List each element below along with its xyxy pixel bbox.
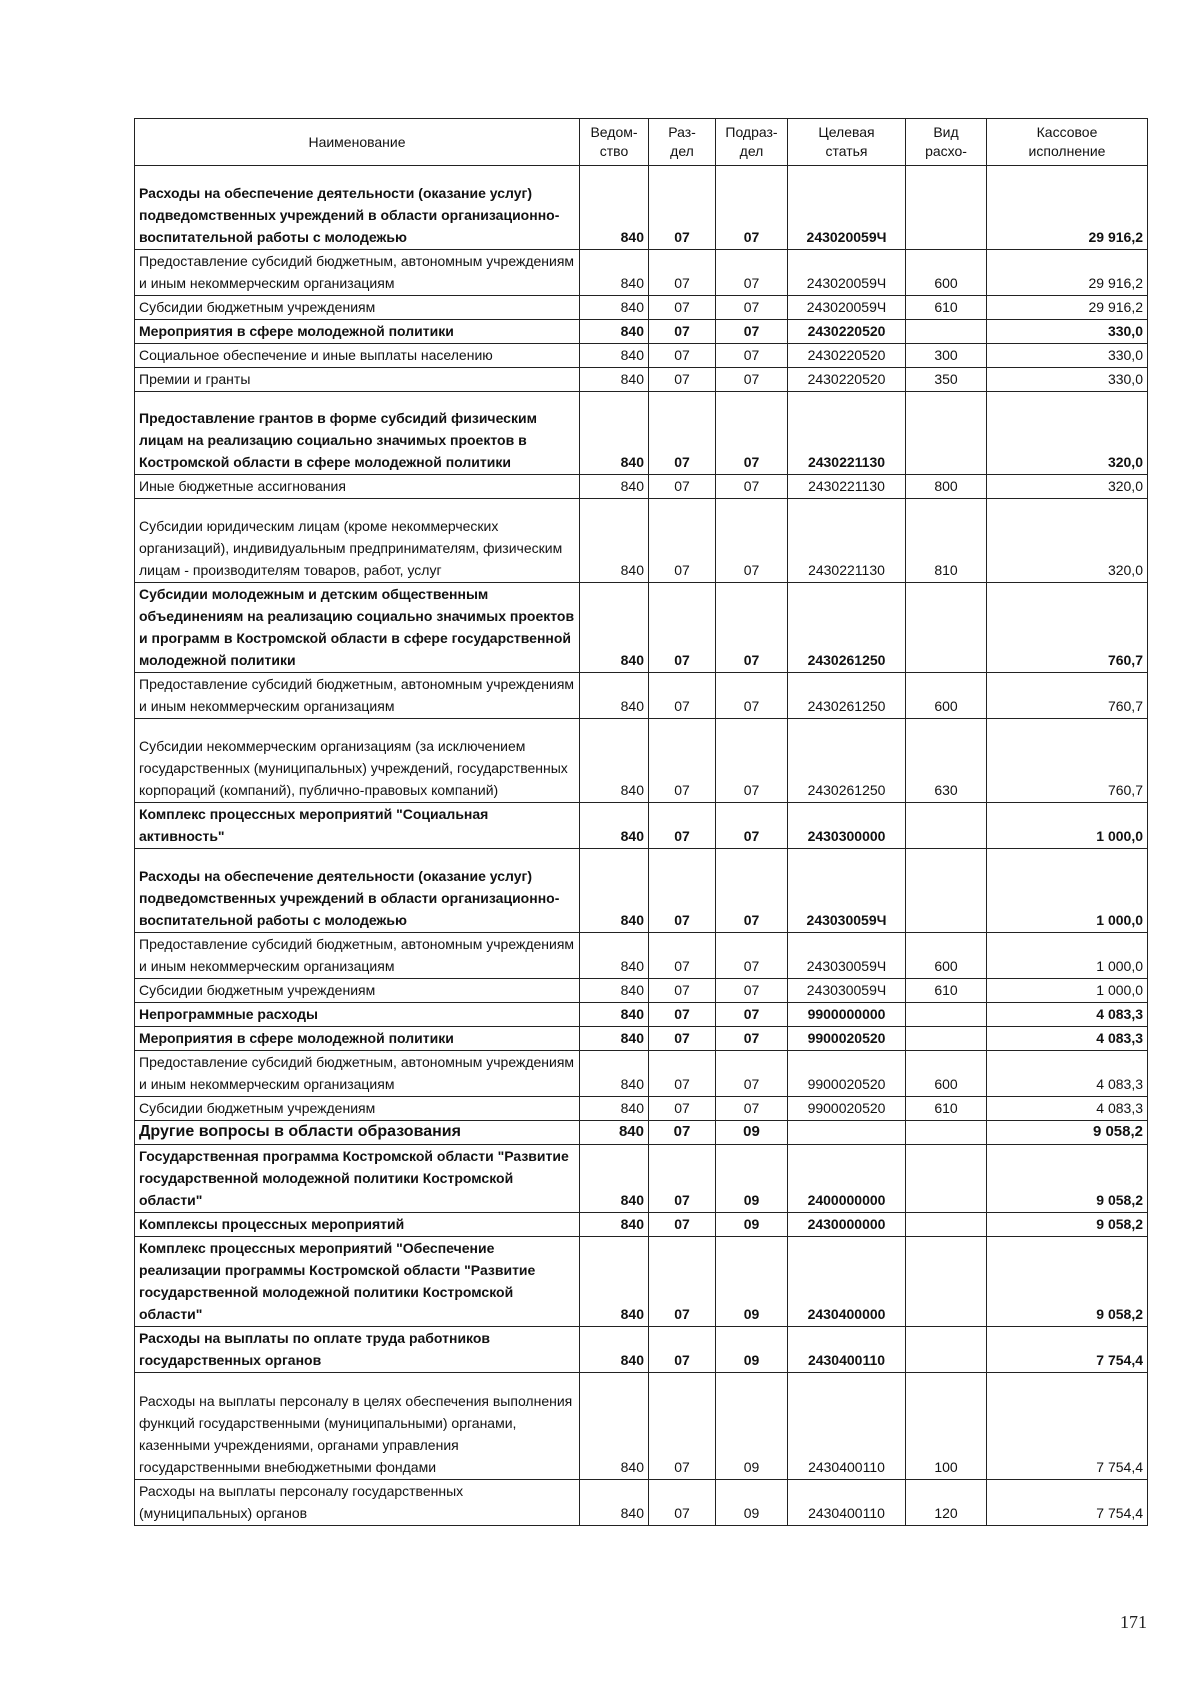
cell-razdel: 07 (649, 320, 716, 344)
cell-razdel: 07 (649, 583, 716, 673)
cell-celevaya-statya: 2430261250 (788, 719, 906, 803)
cell-razdel: 07 (649, 1213, 716, 1237)
cell-kassovoe-ispolnenie: 29 916,2 (987, 166, 1148, 250)
cell-celevaya-statya: 243020059Ч (788, 166, 906, 250)
cell-name: Предоставление субсидий бюджетным, автономным учреждениям и иным некоммерческим организациям (135, 673, 580, 719)
cell-kassovoe-ispolnenie: 330,0 (987, 344, 1148, 368)
cell-celevaya-statya: 2430220520 (788, 344, 906, 368)
cell-razdel: 07 (649, 1480, 716, 1526)
cell-kassovoe-ispolnenie: 4 083,3 (987, 1003, 1148, 1027)
cell-vid-raskhodov: 630 (906, 719, 987, 803)
cell-celevaya-statya: 2430400000 (788, 1237, 906, 1327)
cell-vedomstvo: 840 (580, 320, 649, 344)
cell-celevaya-statya: 2400000000 (788, 1145, 906, 1213)
cell-razdel: 07 (649, 979, 716, 1003)
cell-name: Комплексы процессных мероприятий (135, 1213, 580, 1237)
cell-podrazdel: 09 (716, 1213, 788, 1237)
cell-podrazdel: 07 (716, 583, 788, 673)
cell-podrazdel: 09 (716, 1480, 788, 1526)
cell-name: Расходы на выплаты по оплате труда работников государственных органов (135, 1327, 580, 1373)
cell-razdel: 07 (649, 1121, 716, 1145)
header-razdel: Раз- дел (649, 119, 716, 166)
cell-vid-raskhodov (906, 392, 987, 475)
cell-kassovoe-ispolnenie: 4 083,3 (987, 1027, 1148, 1051)
cell-vedomstvo: 840 (580, 1327, 649, 1373)
cell-podrazdel: 07 (716, 719, 788, 803)
cell-kassovoe-ispolnenie: 320,0 (987, 475, 1148, 499)
cell-podrazdel: 07 (716, 344, 788, 368)
table-row (135, 1480, 1148, 1526)
cell-vedomstvo: 840 (580, 250, 649, 296)
cell-podrazdel: 07 (716, 673, 788, 719)
cell-celevaya-statya: 2430221130 (788, 499, 906, 583)
cell-vedomstvo: 840 (580, 849, 649, 933)
table-row (135, 344, 1148, 368)
cell-celevaya-statya: 2430261250 (788, 583, 906, 673)
cell-vid-raskhodov (906, 849, 987, 933)
cell-name: Комплекс процессных мероприятий "Социальная активность" (135, 803, 580, 849)
cell-razdel: 07 (649, 344, 716, 368)
table-row (135, 250, 1148, 296)
cell-podrazdel: 07 (716, 166, 788, 250)
cell-celevaya-statya: 2430220520 (788, 320, 906, 344)
cell-celevaya-statya: 9900020520 (788, 1097, 906, 1121)
cell-kassovoe-ispolnenie: 29 916,2 (987, 250, 1148, 296)
cell-podrazdel: 07 (716, 392, 788, 475)
cell-vid-raskhodov: 120 (906, 1480, 987, 1526)
cell-vedomstvo: 840 (580, 1373, 649, 1480)
cell-name: Предоставление грантов в форме субсидий физическим лицам на реализацию социально значимых проектов в Костромской области в сфере молодежной политики (135, 392, 580, 475)
header-kassovoe-ispolnenie: Кассовое исполнение (987, 119, 1148, 166)
cell-vedomstvo: 840 (580, 1051, 649, 1097)
table-row (135, 583, 1148, 673)
cell-vedomstvo: 840 (580, 166, 649, 250)
cell-kassovoe-ispolnenie: 7 754,4 (987, 1327, 1148, 1373)
cell-name: Расходы на обеспечение деятельности (оказание услуг) подведомственных учреждений в области организационно-воспитательной работы с молодежью (135, 849, 580, 933)
cell-kassovoe-ispolnenie: 760,7 (987, 583, 1148, 673)
cell-vid-raskhodov (906, 1003, 987, 1027)
cell-vid-raskhodov: 610 (906, 1097, 987, 1121)
cell-podrazdel: 07 (716, 1097, 788, 1121)
table-row (135, 499, 1148, 583)
cell-podrazdel: 09 (716, 1145, 788, 1213)
cell-kassovoe-ispolnenie: 9 058,2 (987, 1121, 1148, 1145)
cell-name: Субсидии бюджетным учреждениям (135, 979, 580, 1003)
cell-kassovoe-ispolnenie: 1 000,0 (987, 803, 1148, 849)
table-row (135, 368, 1148, 392)
cell-name: Субсидии юридическим лицам (кроме некоммерческих организаций), индивидуальным предпринимателям, физическим лицам - производителям товаров, работ, услуг (135, 499, 580, 583)
table-row (135, 392, 1148, 475)
cell-celevaya-statya: 2430400110 (788, 1373, 906, 1480)
cell-kassovoe-ispolnenie: 320,0 (987, 499, 1148, 583)
cell-celevaya-statya: 2430221130 (788, 475, 906, 499)
cell-razdel: 07 (649, 1051, 716, 1097)
cell-podrazdel: 09 (716, 1237, 788, 1327)
cell-name: Субсидии некоммерческим организациям (за исключением государственных (муниципальных) учреждений, государственных корпораций (компаний), публично-правовых компаний) (135, 719, 580, 803)
cell-celevaya-statya: 2430400110 (788, 1480, 906, 1526)
table-row (135, 475, 1148, 499)
cell-podrazdel: 07 (716, 1027, 788, 1051)
cell-vedomstvo: 840 (580, 673, 649, 719)
cell-razdel: 07 (649, 1145, 716, 1213)
table-row (135, 1121, 1148, 1145)
table-row (135, 803, 1148, 849)
cell-vid-raskhodov: 800 (906, 475, 987, 499)
cell-name: Мероприятия в сфере молодежной политики (135, 1027, 580, 1051)
header-celevaya-statya: Целевая статья (788, 119, 906, 166)
cell-vedomstvo: 840 (580, 719, 649, 803)
cell-vid-raskhodov: 600 (906, 673, 987, 719)
cell-vedomstvo: 840 (580, 296, 649, 320)
cell-razdel: 07 (649, 250, 716, 296)
cell-podrazdel: 07 (716, 499, 788, 583)
cell-celevaya-statya: 243030059Ч (788, 933, 906, 979)
cell-razdel: 07 (649, 933, 716, 979)
cell-podrazdel: 07 (716, 250, 788, 296)
table-row (135, 166, 1148, 250)
cell-vedomstvo: 840 (580, 368, 649, 392)
cell-name: Субсидии бюджетным учреждениям (135, 296, 580, 320)
cell-razdel: 07 (649, 719, 716, 803)
table-row (135, 1237, 1148, 1327)
cell-vid-raskhodov: 300 (906, 344, 987, 368)
cell-vid-raskhodov: 810 (906, 499, 987, 583)
table-row (135, 1145, 1148, 1213)
cell-vid-raskhodov (906, 1121, 987, 1145)
cell-name: Предоставление субсидий бюджетным, автономным учреждениям и иным некоммерческим организациям (135, 250, 580, 296)
cell-kassovoe-ispolnenie: 4 083,3 (987, 1051, 1148, 1097)
cell-razdel: 07 (649, 849, 716, 933)
cell-kassovoe-ispolnenie: 7 754,4 (987, 1373, 1148, 1480)
cell-podrazdel: 07 (716, 475, 788, 499)
cell-celevaya-statya: 2430000000 (788, 1213, 906, 1237)
cell-razdel: 07 (649, 1237, 716, 1327)
table-row (135, 719, 1148, 803)
table-row (135, 1373, 1148, 1480)
table-row (135, 1027, 1148, 1051)
cell-razdel: 07 (649, 392, 716, 475)
cell-podrazdel: 07 (716, 849, 788, 933)
cell-podrazdel: 07 (716, 933, 788, 979)
cell-name: Государственная программа Костромской области "Развитие государственной молодежной политики Костромской области" (135, 1145, 580, 1213)
cell-vid-raskhodov: 100 (906, 1373, 987, 1480)
cell-vid-raskhodov: 600 (906, 250, 987, 296)
table-body (135, 166, 1148, 1526)
cell-podrazdel: 09 (716, 1327, 788, 1373)
cell-celevaya-statya: 9900020520 (788, 1051, 906, 1097)
cell-razdel: 07 (649, 166, 716, 250)
cell-podrazdel: 07 (716, 803, 788, 849)
cell-name: Предоставление субсидий бюджетным, автономным учреждениям и иным некоммерческим организациям (135, 1051, 580, 1097)
cell-razdel: 07 (649, 475, 716, 499)
cell-kassovoe-ispolnenie: 330,0 (987, 320, 1148, 344)
cell-vedomstvo: 840 (580, 1003, 649, 1027)
table-row (135, 1097, 1148, 1121)
cell-podrazdel: 07 (716, 320, 788, 344)
cell-razdel: 07 (649, 1327, 716, 1373)
cell-name: Непрограммные расходы (135, 1003, 580, 1027)
cell-vedomstvo: 840 (580, 803, 649, 849)
table-row (135, 1327, 1148, 1373)
cell-celevaya-statya: 2430300000 (788, 803, 906, 849)
cell-vid-raskhodov: 610 (906, 979, 987, 1003)
cell-vedomstvo: 840 (580, 344, 649, 368)
cell-celevaya-statya (788, 1121, 906, 1145)
table-row (135, 673, 1148, 719)
cell-celevaya-statya: 9900020520 (788, 1027, 906, 1051)
cell-vid-raskhodov (906, 1027, 987, 1051)
cell-kassovoe-ispolnenie: 1 000,0 (987, 849, 1148, 933)
cell-name: Расходы на выплаты персоналу в целях обеспечения выполнения функций государственными (муниципальными) органами, казенными учреждениями, органами управления государственными внебюджетными фондами (135, 1373, 580, 1480)
cell-kassovoe-ispolnenie: 760,7 (987, 673, 1148, 719)
budget-execution-table (134, 118, 1148, 1526)
cell-name: Мероприятия в сфере молодежной политики (135, 320, 580, 344)
cell-kassovoe-ispolnenie: 760,7 (987, 719, 1148, 803)
cell-celevaya-statya: 243030059Ч (788, 979, 906, 1003)
cell-vid-raskhodov: 600 (906, 1051, 987, 1097)
cell-name: Предоставление субсидий бюджетным, автономным учреждениям и иным некоммерческим организациям (135, 933, 580, 979)
cell-kassovoe-ispolnenie: 7 754,4 (987, 1480, 1148, 1526)
cell-vid-raskhodov (906, 1145, 987, 1213)
cell-vedomstvo: 840 (580, 1097, 649, 1121)
cell-vid-raskhodov (906, 583, 987, 673)
cell-vedomstvo: 840 (580, 1213, 649, 1237)
cell-celevaya-statya: 2430221130 (788, 392, 906, 475)
cell-name: Социальное обеспечение и иные выплаты населению (135, 344, 580, 368)
cell-vedomstvo: 840 (580, 475, 649, 499)
cell-podrazdel: 07 (716, 1003, 788, 1027)
table-row (135, 1003, 1148, 1027)
cell-vedomstvo: 840 (580, 979, 649, 1003)
cell-name: Субсидии бюджетным учреждениям (135, 1097, 580, 1121)
cell-vedomstvo: 840 (580, 1027, 649, 1051)
cell-razdel: 07 (649, 1097, 716, 1121)
cell-razdel: 07 (649, 296, 716, 320)
cell-kassovoe-ispolnenie: 330,0 (987, 368, 1148, 392)
cell-kassovoe-ispolnenie: 320,0 (987, 392, 1148, 475)
cell-celevaya-statya: 2430261250 (788, 673, 906, 719)
cell-vid-raskhodov (906, 320, 987, 344)
cell-razdel: 07 (649, 803, 716, 849)
table-row (135, 979, 1148, 1003)
cell-kassovoe-ispolnenie: 9 058,2 (987, 1213, 1148, 1237)
header-podrazdel: Подраз- дел (716, 119, 788, 166)
cell-name: Премии и гранты (135, 368, 580, 392)
cell-vid-raskhodov: 600 (906, 933, 987, 979)
cell-razdel: 07 (649, 1373, 716, 1480)
cell-vedomstvo: 840 (580, 1145, 649, 1213)
cell-name: Расходы на выплаты персоналу государственных (муниципальных) органов (135, 1480, 580, 1526)
cell-vedomstvo: 840 (580, 933, 649, 979)
cell-kassovoe-ispolnenie: 1 000,0 (987, 933, 1148, 979)
cell-vid-raskhodov (906, 1213, 987, 1237)
cell-name: Субсидии молодежным и детским общественным объединениям на реализацию социально значимых проектов и программ в Костромской области в сфере государственной молодежной политики (135, 583, 580, 673)
cell-kassovoe-ispolnenie: 29 916,2 (987, 296, 1148, 320)
cell-celevaya-statya: 243030059Ч (788, 849, 906, 933)
table-row (135, 320, 1148, 344)
table-row (135, 1051, 1148, 1097)
cell-vid-raskhodov: 350 (906, 368, 987, 392)
cell-podrazdel: 07 (716, 979, 788, 1003)
cell-vedomstvo: 840 (580, 1237, 649, 1327)
cell-razdel: 07 (649, 673, 716, 719)
cell-kassovoe-ispolnenie: 9 058,2 (987, 1145, 1148, 1213)
header-name: Наименование (135, 119, 580, 166)
cell-razdel: 07 (649, 1027, 716, 1051)
cell-vid-raskhodov (906, 1237, 987, 1327)
cell-vedomstvo: 840 (580, 499, 649, 583)
table-row (135, 1213, 1148, 1237)
page-number: 171 (1120, 1612, 1147, 1632)
cell-vid-raskhodov (906, 803, 987, 849)
cell-podrazdel: 07 (716, 296, 788, 320)
cell-razdel: 07 (649, 499, 716, 583)
cell-celevaya-statya: 2430400110 (788, 1327, 906, 1373)
cell-podrazdel: 09 (716, 1121, 788, 1145)
cell-podrazdel: 07 (716, 1051, 788, 1097)
table-row (135, 849, 1148, 933)
cell-vid-raskhodov (906, 166, 987, 250)
cell-celevaya-statya: 9900000000 (788, 1003, 906, 1027)
cell-vid-raskhodov (906, 1327, 987, 1373)
cell-vedomstvo: 840 (580, 392, 649, 475)
header-vid-raskhodov: Вид расхо- (906, 119, 987, 166)
cell-name: Иные бюджетные ассигнования (135, 475, 580, 499)
cell-name: Другие вопросы в области образования (135, 1121, 580, 1145)
cell-celevaya-statya: 243020059Ч (788, 296, 906, 320)
table-row (135, 296, 1148, 320)
cell-name: Комплекс процессных мероприятий "Обеспечение реализации программы Костромской области "Развитие государственной молодежной политики Костромской области" (135, 1237, 580, 1327)
cell-podrazdel: 09 (716, 1373, 788, 1480)
cell-razdel: 07 (649, 1003, 716, 1027)
cell-name: Расходы на обеспечение деятельности (оказание услуг) подведомственных учреждений в области организационно-воспитательной работы с молодежью (135, 166, 580, 250)
cell-vedomstvo: 840 (580, 583, 649, 673)
table-row (135, 933, 1148, 979)
cell-celevaya-statya: 243020059Ч (788, 250, 906, 296)
cell-kassovoe-ispolnenie: 9 058,2 (987, 1237, 1148, 1327)
cell-kassovoe-ispolnenie: 1 000,0 (987, 979, 1148, 1003)
cell-vedomstvo: 840 (580, 1480, 649, 1526)
cell-celevaya-statya: 2430220520 (788, 368, 906, 392)
table-header-row (135, 119, 1148, 166)
cell-podrazdel: 07 (716, 368, 788, 392)
cell-kassovoe-ispolnenie: 4 083,3 (987, 1097, 1148, 1121)
cell-vid-raskhodov: 610 (906, 296, 987, 320)
cell-razdel: 07 (649, 368, 716, 392)
header-vedomstvo: Ведом- ство (580, 119, 649, 166)
cell-vedomstvo: 840 (580, 1121, 649, 1145)
